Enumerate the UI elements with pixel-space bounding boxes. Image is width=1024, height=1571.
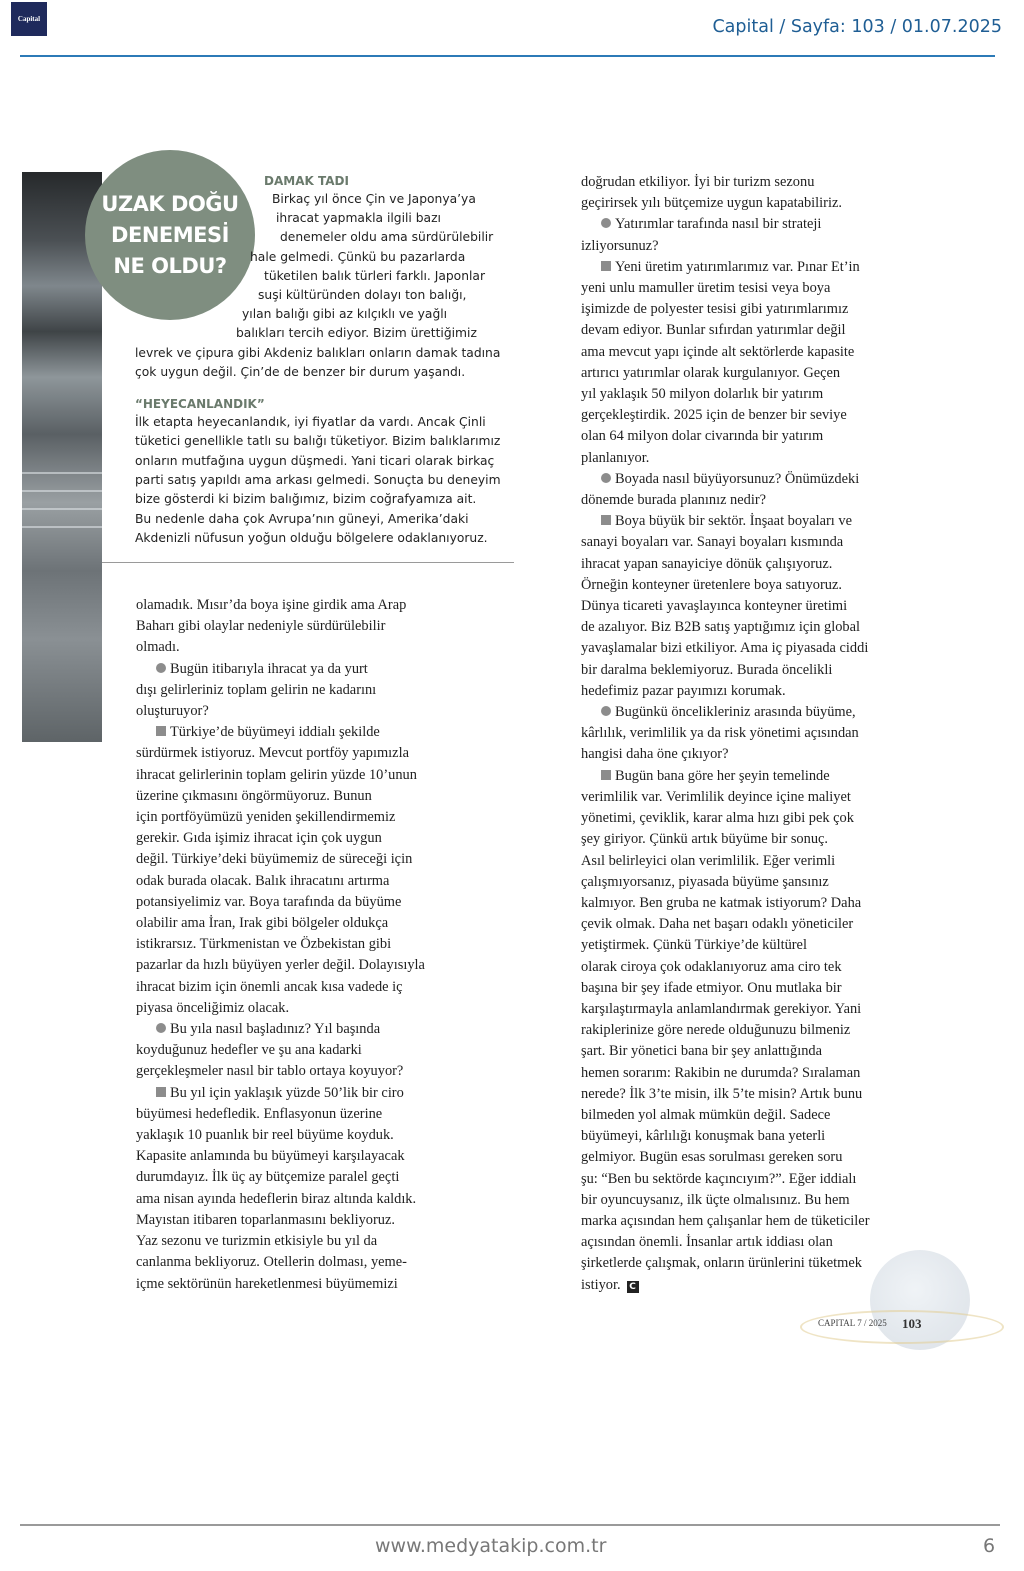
box-title-line: UZAK DOĞU — [101, 191, 239, 216]
box-text-line: İlk etapta heyecanlandık, iyi fiyatlar da vardı. Ancak Çinli — [135, 415, 486, 429]
body-text-line — [581, 1020, 870, 1041]
body-text-line — [136, 616, 425, 637]
line-text: gerekir. Gıda işimiz ihracat için çok uygun — [136, 830, 382, 847]
body-text-line — [581, 1190, 870, 1211]
body-text-line — [581, 405, 870, 426]
body-text-line — [136, 1146, 425, 1167]
interview-question-line — [581, 702, 870, 723]
clip-source-label: Capital / Sayfa: 103 / 01.07.2025 — [712, 17, 1002, 37]
line-text: verimlilik var. Verimlilik deyince içine maliyet — [581, 788, 851, 805]
line-text: ama nisan ayında hedeflerin biraz altında kaldık. — [136, 1190, 417, 1207]
line-text: Türkiye’de büyümeyi iddialı şekilde — [170, 724, 380, 741]
line-text: yıl yaklaşık 50 milyon dolarlık bir yatırım — [581, 386, 824, 403]
line-text: piyasa önceliğimiz olacak. — [136, 999, 290, 1016]
interview-answer-line — [581, 257, 870, 278]
question-bullet-icon — [156, 1023, 166, 1033]
line-text: marka açısından hem çalışanlar hem de tüketiciler — [581, 1212, 870, 1229]
line-text: başına bir şey ifade etmiyor. Onu mutlaka bir — [581, 979, 842, 996]
answer-square-icon — [601, 261, 611, 271]
body-text-line — [581, 787, 870, 808]
body-text-line — [581, 384, 870, 405]
box-title-line: NE OLDU? — [113, 253, 227, 278]
line-text: de azalıyor. Biz B2B satış yaptığımız için global — [581, 619, 860, 636]
line-text: olan 64 milyon dolar civarında bir yatırım — [581, 428, 824, 445]
box-text-line: çok uygun değil. Çin’de de benzer bir durum yaşandı. — [135, 364, 466, 379]
interview-question-line — [581, 469, 870, 490]
body-text-line — [581, 342, 870, 363]
box-text-line: ihracat yapmakla ilgili bazı — [276, 211, 441, 226]
body-text-line — [136, 786, 425, 807]
magazine-footer: CAPITAL 7 / 2025 — [818, 1318, 887, 1328]
body-text-line — [136, 1040, 425, 1061]
body-text-line — [581, 872, 870, 893]
body-text-line — [136, 1104, 425, 1125]
box-text-line: bize gösterdi ki bizim balığımız, bizim coğrafyamıza ait. — [135, 492, 477, 507]
box-text-line: Akdenizli nüfusun yoğun olduğu bölgelere odaklanıyoruz. — [135, 530, 488, 545]
line-text: gerçekleştirdik. 2025 için de benzer bir seviye — [581, 407, 847, 424]
line-text: olarak ciroya çok odaklanıyoruz ama ciro tek — [581, 958, 842, 975]
line-text: potansiyelimiz var. Boya tarafında da büyüme — [136, 893, 402, 910]
line-text: hangisi daha öne çıkıyor? — [581, 746, 729, 763]
body-text-line — [581, 978, 870, 999]
body-text-line — [581, 1275, 870, 1296]
interview-answer-line — [136, 1083, 425, 1104]
header-divider — [20, 55, 995, 57]
line-text: olamadık. Mısır’da boya işine girdik ama Arap — [136, 597, 407, 613]
line-text: koyduğunuz hedefler ve şu ana kadarki — [136, 1042, 362, 1059]
line-text: ihracat gelirlerinin toplam gelirin yüzde 10’unun — [136, 766, 417, 783]
body-text-line — [581, 957, 870, 978]
body-text-line — [136, 1210, 425, 1231]
body-text-line — [136, 807, 425, 828]
interview-answer-line — [581, 766, 870, 787]
box-text-line: parti satış yapıldı ama arkası gelmedi. Sonuçta bu deneyim — [135, 472, 501, 487]
body-text-line — [581, 1126, 870, 1147]
box-text-line: tüketilen balık türleri farklı. Japonlar — [264, 268, 486, 283]
line-text: kalmıyor. Ben gruba ne katmak istiyorum? Daha — [581, 894, 862, 911]
body-text-line — [581, 172, 870, 193]
body-text-line — [581, 744, 870, 765]
line-text: Boya büyük bir sektör. İnşaat boyaları ve — [615, 513, 852, 530]
line-text: çevik olmak. Daha net başarı odaklı yöneticiler — [581, 916, 854, 933]
body-text-line — [581, 935, 870, 956]
line-text: değil. Türkiye’deki büyümemiz de süreceği için — [136, 851, 413, 868]
body-text-line — [581, 532, 870, 553]
footer-page-number: 6 — [983, 1535, 996, 1557]
body-text-line — [136, 892, 425, 913]
box-text-line: tüketici genellikle tatlı su balığı tüketiyor. Bizim balıklarımız — [135, 434, 501, 449]
body-text-line — [136, 1125, 425, 1146]
body-text-line — [136, 1231, 425, 1252]
body-text-line — [581, 1084, 870, 1105]
interview-question-line — [136, 1019, 425, 1040]
body-text-line — [136, 871, 425, 892]
question-bullet-icon — [601, 218, 611, 228]
interview-question-line — [136, 659, 425, 680]
line-text: odak burada olacak. Balık ihracatını artırma — [136, 872, 390, 889]
line-text: şirketlerde çalışmak, onların ürünlerini tüketmek — [581, 1255, 862, 1272]
box-heading-heyecanlandik: “HEYECANLANDIK” — [135, 397, 265, 411]
line-text: Asıl belirleyici olan verimlilik. Eğer verimli — [581, 852, 836, 869]
line-text: işimizde de polyester tesisi gibi yatırımlarımız — [581, 301, 849, 318]
line-text: sürdürmek istiyoruz. Mevcut portföy yapımızla — [136, 745, 409, 762]
body-text-line — [136, 743, 425, 764]
body-text-line — [581, 554, 870, 575]
line-text: durumdayız. İlk üç ay bütçemize paralel geçti — [136, 1169, 400, 1186]
body-text-line — [581, 299, 870, 320]
box-text-line: balıkları tercih ediyor. Bizim ürettiğimiz — [236, 326, 477, 341]
body-text-line — [581, 914, 870, 935]
body-text-line — [581, 1147, 870, 1168]
interview-question-line — [581, 214, 870, 235]
line-text: Örneğin konteyner üretenlere boya satıyoruz. — [581, 576, 842, 593]
line-text: doğrudan etkiliyor. İyi bir turizm sezonu — [581, 174, 815, 190]
body-text-line — [581, 1041, 870, 1062]
body-text-line — [581, 426, 870, 447]
body-text-line — [136, 595, 425, 616]
line-text: devam ediyor. Bunlar sıfırdan yatırımlar değil — [581, 322, 846, 339]
line-text: yetiştirmek. Çünkü Türkiye’de kültürel — [581, 937, 807, 954]
body-text-line — [581, 448, 870, 469]
interview-answer-line — [581, 511, 870, 532]
body-text-line — [581, 490, 870, 511]
body-text-line — [136, 680, 425, 701]
body-text-line — [136, 934, 425, 955]
end-of-article-icon: C — [627, 1281, 639, 1293]
line-text: istikrarsız. Türkmenistan ve Özbekistan gibi — [136, 936, 392, 953]
body-text-line — [581, 829, 870, 850]
line-text: planlanıyor. — [581, 449, 650, 466]
line-text: için portföyümüzü yeniden şekillendirmemiz — [136, 809, 396, 826]
box-title-line: DENEMESİ — [111, 222, 229, 247]
magazine-page-number: 103 — [902, 1316, 922, 1331]
line-text: Yeni üretim yatırımlarımız var. Pınar Et’in — [615, 258, 860, 275]
line-text: ihracat bizim için önemli ancak kısa vadede iç — [136, 978, 403, 995]
box-heading-damak-tadi: DAMAK TADI — [264, 174, 349, 188]
body-text-line — [581, 638, 870, 659]
body-text-line — [581, 278, 870, 299]
line-text: şey giriyor. Çünkü artık büyüme bir sonuç. — [581, 831, 829, 848]
body-text-line — [136, 1189, 425, 1210]
line-text: Yaz sezonu ve turizmin etkisiyle bu yıl da — [136, 1233, 378, 1250]
line-text: açısından önemli. İnsanlar artık iddiası olan — [581, 1234, 833, 1251]
body-text-line — [581, 999, 870, 1020]
line-text: büyümeyi, kârlılığı konuşmak bana yeterli — [581, 1128, 826, 1145]
body-text-line — [581, 681, 870, 702]
line-text: Boyada nasıl büyüyorsunuz? Önümüzdeki — [615, 470, 860, 487]
footer-divider — [20, 1524, 1000, 1526]
line-text: karşılaştırmayla anlamlandırmak gerekiyor. Yani — [581, 1000, 862, 1017]
line-text: çalışmıyorsanız, piyasada büyüme şansınız — [581, 873, 829, 890]
question-bullet-icon — [156, 663, 166, 673]
body-text-line — [581, 1232, 870, 1253]
answer-square-icon — [156, 1087, 166, 1097]
body-text-line — [136, 828, 425, 849]
body-text-line — [136, 913, 425, 934]
body-text-line — [581, 808, 870, 829]
body-text-line — [136, 1061, 425, 1082]
body-text-line — [136, 1274, 425, 1295]
body-text-line — [581, 1169, 870, 1190]
line-text: canlanma bekliyoruz. Otellerin dolması, yeme- — [136, 1254, 407, 1271]
answer-square-icon — [156, 726, 166, 736]
question-bullet-icon — [601, 473, 611, 483]
line-text: bilmeden yol almak mümkün değil. Sadece — [581, 1106, 831, 1123]
line-text: olmadı. — [136, 639, 180, 656]
line-text: Bugün itibarıyla ihracat ya da yurt — [170, 660, 368, 677]
box-title-circle — [85, 150, 255, 320]
line-text: yönetimi, çeviklik, karar alma hızı gibi pek çok — [581, 810, 854, 827]
box-text-line: denemeler oldu ama sürdürülebilir — [280, 230, 494, 245]
line-text: Yatırımlar tarafında nasıl bir strateji — [615, 216, 822, 233]
line-text: dönemde burada planınız nedir? — [581, 492, 767, 509]
line-text: pazarlar da hızlı büyüyen yerler değil. Dolayısıyla — [136, 957, 425, 974]
right-column — [581, 172, 870, 1296]
line-text: dışı gelirleriniz toplam gelirin ne kadarını — [136, 681, 377, 698]
body-text-line — [581, 1253, 870, 1274]
capital-logo: Capital — [11, 2, 47, 36]
body-text-line — [136, 1252, 425, 1273]
line-text: kârlılık, verimlilik ya da risk yönetimi açısından — [581, 725, 859, 742]
answer-square-icon — [601, 770, 611, 780]
body-text-line — [581, 1063, 870, 1084]
line-text: içme sektörünün hareketlenmesi büyümemizi — [136, 1275, 398, 1292]
body-text-line — [581, 660, 870, 681]
body-text-line — [581, 851, 870, 872]
line-text: geçirirsek yılı bütçemize uygun kapatabiliriz. — [581, 195, 842, 212]
body-text-line — [581, 236, 870, 257]
body-text-line — [581, 320, 870, 341]
line-text: Bugünkü öncelikleriniz arasında büyüme, — [615, 704, 856, 721]
line-text: üzerine çıkmasını öngörmüyoruz. Bunun — [136, 787, 372, 804]
body-text-line — [136, 765, 425, 786]
line-text: Dünya ticareti yavaşlayınca konteyner üretimi — [581, 598, 848, 615]
line-text: büyümesi hedefledik. Enflasyonun üzerine — [136, 1105, 383, 1122]
body-text-line — [136, 955, 425, 976]
line-text: oluşturuyor? — [136, 703, 209, 720]
footer-url: www.medyatakip.com.tr — [375, 1535, 607, 1557]
line-text: Bu yıla nasıl başladınız? Yıl başında — [170, 1021, 381, 1038]
body-text-line — [136, 701, 425, 722]
box-text-line: yılan balığı gibi az kılçıklı ve yağlı — [242, 307, 448, 322]
line-text: ama mevcut yapı içinde alt sektörlerde kapasite — [581, 343, 855, 360]
line-text: Mayıstan itibaren toparlanmasını bekliyoruz. — [136, 1211, 395, 1228]
body-text-line — [136, 977, 425, 998]
body-text-line — [581, 1211, 870, 1232]
line-text: izliyorsunuz? — [581, 237, 659, 254]
line-text: bir oyuncuysanız, ilk üçte olmalısınız. Bu hem — [581, 1191, 850, 1208]
line-text: yavaşlamalar bizi etkiliyor. Ama iç piyasada ciddi — [581, 640, 869, 657]
body-text-line — [136, 637, 425, 658]
line-text: rakiplerinize göre nerede olduğunuzu bilmeniz — [581, 1022, 851, 1039]
line-text: artırıcı yatırımlar olarak kurgulanıyor. Geçen — [581, 364, 841, 381]
line-text: ihracat yapan sanayiciye dönük çalışıyoruz. — [581, 555, 833, 572]
line-text: şu: “Ben bu sektörde kaçıncıyım?”. Eğer iddialı — [581, 1170, 857, 1187]
body-text-line — [581, 893, 870, 914]
line-text: yeni unlu mamuller üretim tesisi veya boya — [581, 280, 831, 297]
box-text-line: suşi kültüründen dolayı ton balığı, — [258, 288, 467, 302]
line-text: Baharı gibi olaylar nedeniyle sürdürülebilir — [136, 618, 386, 635]
line-text: şart. Bir yönetici bana bir şey anlattığında — [581, 1043, 822, 1060]
line-text: olabilir ama İran, Irak gibi bölgeler oldukça — [136, 915, 389, 932]
body-text-line — [136, 849, 425, 870]
body-text-line — [581, 193, 870, 214]
line-text: istiyor. — [581, 1276, 621, 1293]
line-text: Bugün bana göre her şeyin temelinde — [615, 767, 830, 784]
answer-square-icon — [601, 515, 611, 525]
line-text: gelmiyor. Bugün esas sorulması gereken soru — [581, 1149, 843, 1166]
box-text-line: Birkaç yıl önce Çin ve Japonya’ya — [272, 192, 476, 206]
question-bullet-icon — [601, 706, 611, 716]
line-text: hedefimiz pazar payımızı korumak. — [581, 682, 786, 699]
line-text: gerçekleşmeler nasıl bir tablo ortaya koyuyor? — [136, 1063, 404, 1080]
line-text: yaklaşık 10 puanlık bir reel büyüme koyduk. — [136, 1127, 394, 1144]
line-text: bir daralma beklemiyoruz. Burada öncelikli — [581, 661, 833, 678]
box-bottom-rule — [102, 562, 514, 563]
body-text-line — [581, 617, 870, 638]
left-column — [136, 595, 425, 1295]
line-text: hemen sorarım: Rakibin ne durumda? Sıralaman — [581, 1064, 861, 1081]
line-text: Bu yıl için yaklaşık yüzde 50’lik bir ciro — [170, 1084, 404, 1101]
body-text-line — [136, 998, 425, 1019]
body-text-line — [581, 1105, 870, 1126]
line-text: Kapasite anlamında bu büyümeyi karşılayacak — [136, 1148, 405, 1165]
box-text-line: onların mutfağına uygun düşmedi. Yani ticari olarak birkaç — [135, 453, 495, 468]
body-text-line — [136, 1167, 425, 1188]
box-text-line: Bu nedenle daha çok Avrupa’nın güneyi, Amerika’daki — [135, 511, 469, 526]
body-text-line — [581, 363, 870, 384]
body-text-line — [581, 596, 870, 617]
box-text-line: hale gelmedi. Çünkü bu pazarlarda — [250, 249, 466, 264]
interview-answer-line — [136, 722, 425, 743]
body-text-line — [581, 723, 870, 744]
line-text: sanayi boyaları var. Sanayi boyaları kısmında — [581, 534, 844, 551]
body-text-line — [581, 575, 870, 596]
line-text: nerede? İlk 3’te misin, ilk 5’te misin? Artık bunu — [581, 1085, 863, 1102]
box-text-line: levrek ve çipura gibi Akdeniz balıkları onların damak tadına — [135, 345, 501, 360]
